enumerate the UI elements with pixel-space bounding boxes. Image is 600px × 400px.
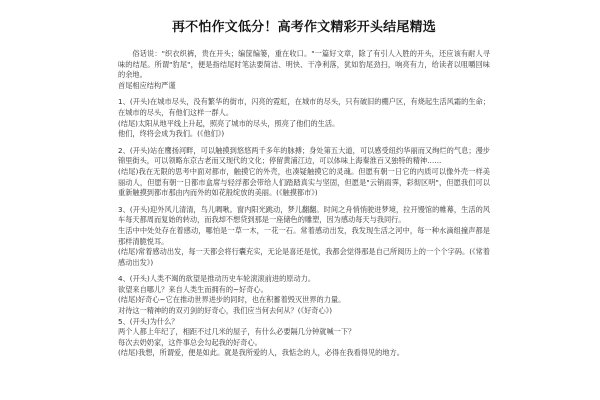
document-body: [118, 49, 490, 359]
body-paragraph: 对待这一精神的的双刃剑的好奇心，我们应当何去何从？(《好奇心》): [118, 306, 333, 316]
body-paragraph: 两个人都上年纪了，相距不过几米的屋子，有什么必要隔几分钟就喊一下？: [118, 327, 356, 337]
body-paragraph: (结尾)好奇心~它在推动世界进步的同时，也在积蓄着毁灭世界的力量。: [118, 295, 346, 305]
body-paragraph: 3、(开头)迎外风儿清清，鸟儿啁啾。窗内阳光跳动，梦儿翻翻。时间之舟悄悄驶进梦境，拉开馒馆的帷幕，生活的风车每天都周而复始的转动，而我却不想贷到那是一座储色的雕塑，因为感动每天与我同行。: [118, 204, 490, 225]
body-paragraph: 5、(开头)为什么？: [118, 316, 179, 326]
body-paragraph: 他们，终将会成为我们。(《他们》): [118, 129, 225, 139]
body-paragraph: (结尾)我想，所谓爱，便是如此。就是我所爱的人，我惦念的人，必得在我看得见的地方。: [118, 348, 404, 358]
body-paragraph: 生活中中处处存在着感动，哪怕是一草一木，一花一石。常着感动出发，我发现生活之河中，每一种水滴组撞声都是那样清脆悦耳。: [118, 225, 490, 246]
body-paragraph: (结尾)我在无限的思考中面对都市，触摸它的外壳，也凑疑触摸它的灵魂。但愿有朝一日它的内质可以像外壳一样美丽动人，但愿有朝一日都市盒席与轻浮都会带给人们踏踏真实与坚固，但愿是"云销雨霁，彩彻区明"，但愿我们可以重新触摸到都市那由内而外的如花般绽放的美丽。(《触摸都市》): [118, 166, 490, 198]
body-paragraph: 每次去奶奶家，这件事总会勾起我的好奇心。: [118, 337, 262, 347]
body-paragraph: 2、(开头)站在鹰扬河畔，可以触摸到悠悠两千多年的脉搏；身处第五大道，可以感受纽约华丽而又绚烂的气息；漫步锦里街头，可以领略东京古老而又现代的文化；停留黄浦江边，可以体味上海秦淮百又独特的精神……: [118, 145, 490, 166]
page-title: 再不怕作文低分！高考作文精彩开头结尾精选: [171, 20, 436, 35]
body-paragraph: 首尾相应结构严谨: [118, 80, 176, 90]
body-paragraph: 4、(开头)人类不竭的欲望是推动历史车轮滚滚前进的原动力。: [118, 274, 316, 284]
body-paragraph: 1、(开头)在城市尽头，没有繁华的街市，闪亮的霓虹，在城市的尽头，只有破旧的棚户区，有烧起生活风霜的生命；在城市的尽头，有他们这样一群人。: [118, 97, 490, 117]
body-paragraph: (结尾)太阳从地平线上升起，照亮了城市的尽头，照亮了他们的生活。: [118, 118, 340, 128]
body-paragraph: 俗话说："织衣织裤，贵在开头；编筐编篓，重在收口。"一篇好文章，除了有引人入胜的开头，还应该有耐人寻味的结尾。所谓"豹尾"，便是指结尾时笔法要简洁、明快、干净利落，犹如豹尾劲扫，响亮有力，给读者以咀嚼回味的余地。: [118, 49, 490, 80]
body-paragraph: (结尾)常着感动出发，每一天都会将行囊充实，无论是喜还是忧，我都会觉得那是自己所阅历上的一个个字码。(《常着感动出发》): [118, 247, 490, 267]
body-paragraph: 欲望来自哪儿？来自人类生而拥有的~好奇心。: [118, 284, 268, 294]
